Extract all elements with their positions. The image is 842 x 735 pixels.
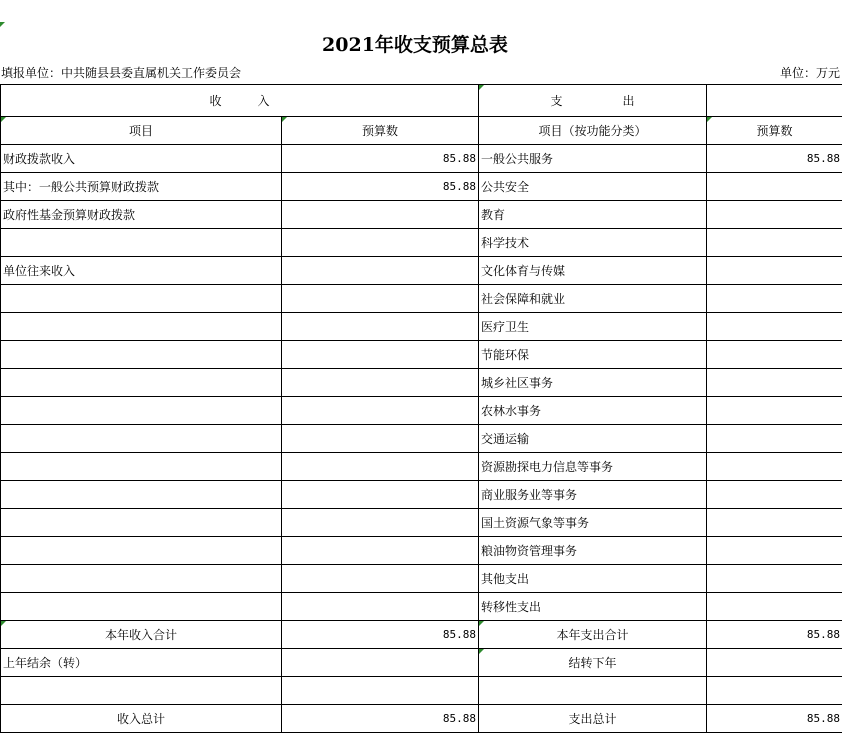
income-grand-total-label[interactable] — [1, 705, 282, 733]
expense-item-cell[interactable]: 文化体育与传媒 — [479, 257, 707, 285]
expense-item-cell[interactable]: 社会保障和就业 — [479, 285, 707, 313]
expense-amount-cell[interactable] — [707, 565, 842, 593]
column-header-row — [1, 117, 842, 145]
income-grand-total-amount[interactable] — [282, 705, 479, 733]
prev-balance-label[interactable] — [1, 649, 282, 677]
totals-row — [1, 621, 842, 649]
prev-balance-amount[interactable] — [282, 649, 479, 677]
budget-table — [0, 84, 842, 733]
expense-amount-cell[interactable] — [707, 509, 842, 537]
expense-amount-cell[interactable] — [707, 481, 842, 509]
blank-cell[interactable] — [1, 677, 282, 705]
income-amount-cell[interactable] — [282, 369, 479, 397]
table-row — [1, 313, 842, 341]
expense-amount-cell[interactable] — [707, 453, 842, 481]
expense-amount-cell[interactable] — [707, 201, 842, 229]
year-expense-total-label[interactable] — [479, 621, 707, 649]
expense-item-cell[interactable]: 教育 — [479, 201, 707, 229]
table-row — [1, 565, 842, 593]
expense-item-cell[interactable]: 农林水事务 — [479, 397, 707, 425]
year-income-total-amount[interactable] — [282, 621, 479, 649]
income-amount-cell[interactable]: 85.88 — [282, 173, 479, 201]
income-item-cell[interactable] — [1, 565, 282, 593]
expense-amount-cell[interactable] — [707, 369, 842, 397]
income-amount-cell[interactable] — [282, 537, 479, 565]
totals-row — [1, 705, 842, 733]
income-item-cell[interactable] — [1, 509, 282, 537]
income-amount-cell[interactable] — [282, 257, 479, 285]
header-blank-cell[interactable] — [707, 85, 842, 117]
prev-balance-label-text: 上年结余（转） — [3, 656, 88, 670]
col-header-item-by-function[interactable]: 项目（按功能分类） — [479, 117, 707, 145]
expense-section-header[interactable]: 支 出 — [479, 85, 707, 117]
income-item-cell[interactable] — [1, 369, 282, 397]
income-amount-cell[interactable] — [282, 285, 479, 313]
table-row — [1, 229, 842, 257]
expense-item-cell[interactable]: 交通运输 — [479, 425, 707, 453]
expense-amount-cell[interactable] — [707, 285, 842, 313]
carry-forward-label[interactable] — [479, 649, 707, 677]
table-row — [1, 257, 842, 285]
table-row — [1, 201, 842, 229]
table-row — [1, 453, 842, 481]
expense-item-cell[interactable]: 其他支出 — [479, 565, 707, 593]
expense-item-cell[interactable]: 资源勘探电力信息等事务 — [479, 453, 707, 481]
expense-item-cell[interactable]: 公共安全 — [479, 173, 707, 201]
income-item-cell[interactable] — [1, 425, 282, 453]
expense-amount-cell[interactable]: 85.88 — [707, 145, 842, 173]
page-title: 2021年收支预算总表 — [322, 34, 508, 56]
currency-unit: 单位：万元 — [779, 66, 840, 80]
blank-cell[interactable] — [707, 677, 842, 705]
income-amount-cell[interactable] — [282, 229, 479, 257]
expense-item-cell[interactable]: 国土资源气象等事务 — [479, 509, 707, 537]
income-item-cell[interactable] — [1, 537, 282, 565]
income-grand-total-label-text: 收入总计 — [116, 712, 165, 726]
income-amount-cell[interactable] — [282, 481, 479, 509]
income-item-cell[interactable] — [1, 285, 282, 313]
expense-item-cell[interactable]: 粮油物资管理事务 — [479, 537, 707, 565]
table-row — [1, 593, 842, 621]
year-expense-total-amount[interactable] — [707, 621, 842, 649]
expense-amount-cell[interactable] — [707, 257, 842, 285]
income-grand-total-amount-text: 85.88 — [442, 712, 477, 725]
expense-amount-cell[interactable] — [707, 341, 842, 369]
expense-item-cell[interactable]: 科学技术 — [479, 229, 707, 257]
income-amount-cell[interactable] — [282, 453, 479, 481]
table-row — [1, 369, 842, 397]
income-item-cell[interactable] — [1, 593, 282, 621]
carry-forward-amount[interactable] — [707, 649, 842, 677]
income-item-cell[interactable] — [1, 397, 282, 425]
blank-cell[interactable] — [282, 677, 479, 705]
totals-row — [1, 649, 842, 677]
table-row — [1, 285, 842, 313]
expense-grand-total-label-text: 支出总计 — [568, 712, 617, 726]
table-row — [1, 481, 842, 509]
col-header-budget-2[interactable]: 预算数 — [707, 117, 842, 145]
table-row — [1, 341, 842, 369]
reporting-unit: 填报单位：中共随县县委直属机关工作委员会 — [1, 66, 242, 80]
income-amount-cell[interactable]: 85.88 — [282, 145, 479, 173]
year-income-total-label[interactable] — [1, 621, 282, 649]
income-item-cell[interactable]: 单位往来收入 — [1, 257, 282, 285]
expense-grand-total-amount-text: 85.88 — [806, 712, 841, 725]
income-amount-cell[interactable] — [282, 565, 479, 593]
expense-amount-cell[interactable] — [707, 593, 842, 621]
expense-amount-cell[interactable] — [707, 397, 842, 425]
income-item-cell[interactable] — [1, 313, 282, 341]
carry-forward-label-text: 结转下年 — [568, 656, 617, 670]
section-header-row — [1, 85, 842, 117]
income-item-cell[interactable] — [1, 453, 282, 481]
income-amount-cell[interactable] — [282, 593, 479, 621]
table-row — [1, 537, 842, 565]
expense-item-cell[interactable]: 一般公共服务 — [479, 145, 707, 173]
table-row — [1, 425, 842, 453]
income-amount-cell[interactable] — [282, 425, 479, 453]
income-section-header[interactable]: 收 入 — [1, 85, 479, 117]
income-amount-cell[interactable] — [282, 509, 479, 537]
expense-grand-total-amount[interactable] — [707, 705, 842, 733]
table-row — [1, 173, 842, 201]
totals-row — [1, 677, 842, 705]
year-expense-total-label-text: 本年支出合计 — [556, 628, 629, 642]
blank-cell[interactable] — [479, 677, 707, 705]
expense-item-cell[interactable]: 城乡社区事务 — [479, 369, 707, 397]
expense-item-cell[interactable]: 转移性支出 — [479, 593, 707, 621]
expense-amount-cell[interactable] — [707, 425, 842, 453]
table-row — [1, 145, 842, 173]
income-item-cell[interactable] — [1, 481, 282, 509]
year-income-total-amount-text: 85.88 — [442, 628, 477, 641]
year-income-total-label-text: 本年收入合计 — [104, 628, 177, 642]
income-amount-cell[interactable] — [282, 201, 479, 229]
income-item-cell[interactable] — [1, 341, 282, 369]
year-expense-total-amount-text: 85.88 — [806, 628, 841, 641]
table-row — [1, 397, 842, 425]
expense-item-cell[interactable]: 医疗卫生 — [479, 313, 707, 341]
expense-item-cell[interactable]: 商业服务业等事务 — [479, 481, 707, 509]
table-row — [1, 509, 842, 537]
expense-amount-cell[interactable] — [707, 537, 842, 565]
income-amount-cell[interactable] — [282, 341, 479, 369]
income-item-cell[interactable]: 财政拨款收入 — [1, 145, 282, 173]
income-item-cell[interactable]: 政府性基金预算财政拨款 — [1, 201, 282, 229]
col-header-budget[interactable]: 预算数 — [282, 117, 479, 145]
sheet-corner-marker — [0, 22, 5, 27]
income-amount-cell[interactable] — [282, 313, 479, 341]
income-item-cell[interactable] — [1, 229, 282, 257]
expense-amount-cell[interactable] — [707, 229, 842, 257]
expense-item-cell[interactable]: 节能环保 — [479, 341, 707, 369]
expense-amount-cell[interactable] — [707, 173, 842, 201]
col-header-item[interactable]: 项目 — [1, 117, 282, 145]
income-amount-cell[interactable] — [282, 397, 479, 425]
expense-amount-cell[interactable] — [707, 313, 842, 341]
income-item-cell[interactable]: 其中：一般公共预算财政拨款 — [1, 173, 282, 201]
expense-grand-total-label[interactable] — [479, 705, 707, 733]
